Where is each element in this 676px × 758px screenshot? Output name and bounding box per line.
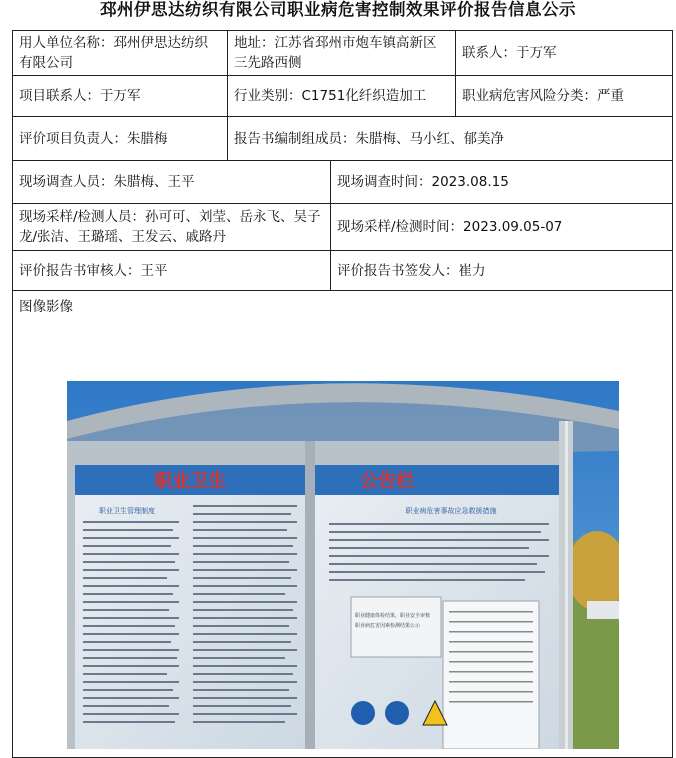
employer-name-cell: 用人单位名称：邳州伊思达纺织有限公司 xyxy=(19,35,208,71)
table-row xyxy=(13,76,672,117)
contact-cell: 联系人：于万军 xyxy=(455,31,674,75)
project-lead-cell: 评价项目负责人：朱腊梅 xyxy=(19,130,168,147)
table-row xyxy=(13,117,672,161)
table-row xyxy=(13,251,672,291)
left-notice-heading: 职业卫生管理制度 xyxy=(99,507,155,515)
issuer-cell: 评价报告书签发人：崔力 xyxy=(330,251,674,290)
risk-class-cell: 职业病危害风险分类：严重 xyxy=(455,76,674,116)
industry-cell: 行业类别：C1751化纤织造加工 xyxy=(227,76,455,116)
report-team-cell: 报告书编制组成员：朱腊梅、马小红、郁美净 xyxy=(227,117,674,160)
photo-label: 图像影像 xyxy=(19,299,73,315)
right-board-title: 公告栏 xyxy=(360,471,414,492)
project-contact-cell: 项目联系人：于万军 xyxy=(19,88,141,104)
page-title: 邳州伊思达纺织有限公司职业病危害控制效果评价报告信息公示 xyxy=(100,0,576,19)
survey-staff-cell: 现场调查人员：朱腊梅、王平 xyxy=(19,174,195,190)
table-row xyxy=(13,31,672,76)
address-cell: 地址：江苏省邳州市炮车镇高新区三先路西侧 xyxy=(227,31,455,75)
posted-form-line1: 职业健康体检结果，职业安全审核 xyxy=(355,613,431,619)
sampling-time-cell: 现场采样/检测时间：2023.09.05-07 xyxy=(330,204,674,250)
left-board-title: 职业卫生 xyxy=(154,471,226,492)
survey-time-cell: 现场调查时间：2023.08.15 xyxy=(330,161,674,203)
reviewer-cell: 评价报告书审核人：王平 xyxy=(19,262,168,279)
table-row xyxy=(13,204,672,251)
table-row xyxy=(13,161,672,204)
site-photo xyxy=(67,381,619,749)
info-table xyxy=(12,30,673,758)
posted-form-line2: 职业病危害因素检测结果公示 xyxy=(355,623,421,629)
right-notice-heading: 职业病危害事故应急救援措施 xyxy=(405,507,497,515)
sampling-staff-cell: 现场采样/检测人员：孙可可、刘莹、岳永飞、吴子龙/张洁、王璐瑶、王发云、戚路丹 xyxy=(19,209,321,245)
